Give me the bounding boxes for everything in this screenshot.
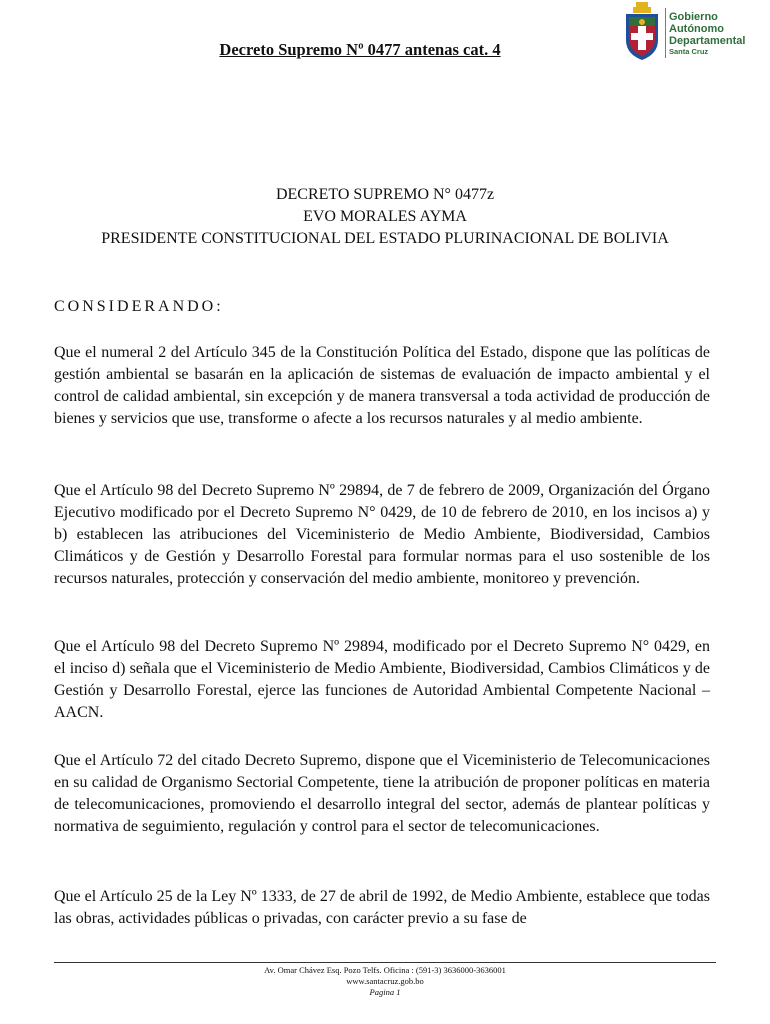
page-number: Pagina 1 xyxy=(369,987,401,997)
decree-heading xyxy=(0,184,770,250)
paragraph-2: Que el Artículo 98 del Decreto Supremo Nº 29894, de 7 de febrero de 2009, Organización del Órgano Ejecutivo modificado por el Decreto Supremo N° 0429, de 10 de febrero de 2010, en los incisos a) y b) establecen las atribuciones del Viceministerio de Medio Ambiente, Biodiversidad, Cambios Climáticos y de Gestión y Desarrollo Forestal para formular normas para el uso sostenible de los recursos naturales, protección y conservación del medio ambiente, monitoreo y prevención. xyxy=(54,482,710,587)
paragraph-1: Que el numeral 2 del Artículo 345 de la Constitución Política del Estado, dispone que las políticas de gestión ambiental se basarán en la aplicación de sistemas de evaluación de impacto ambiental y el control de calidad ambiental, sin excepción y de manera transversal a toda actividad de producción de bienes y servicios que use, transforme o afecte a los recursos naturales y al medio ambiente. xyxy=(54,344,710,427)
footer-address: Av. Omar Chávez Esq. Pozo Telfs. Oficina : (591-3) 3636000-3636001 xyxy=(264,965,506,975)
president-name: EVO MORALES AYMA xyxy=(303,208,467,225)
government-logo xyxy=(622,2,770,64)
logo-line-1: Gobierno xyxy=(669,11,718,23)
section-title: CONSIDERANDO: xyxy=(54,298,224,315)
logo-divider xyxy=(665,8,666,58)
footer-website: www.santacruz.gob.bo xyxy=(346,976,424,986)
decree-number: DECRETO SUPREMO N° 0477z xyxy=(275,186,495,203)
paragraph-5: Que el Artículo 25 de la Ley Nº 1333, de 27 de abril de 1992, de Medio Ambiente, establece que todas las obras, actividades públicas o privadas, con carácter previo a su fase de xyxy=(54,888,710,927)
coat-of-arms-icon xyxy=(622,2,662,62)
logo-line-2: Autónomo xyxy=(669,23,724,35)
document-header-title: Decreto Supremo Nº 0477 antenas cat. 4 xyxy=(219,40,501,59)
logo-text xyxy=(669,11,745,56)
logo-line-3: Departamental xyxy=(669,35,746,47)
footer-divider xyxy=(54,962,716,963)
president-title: PRESIDENTE CONSTITUCIONAL DEL ESTADO PLURINACIONAL DE BOLIVIA xyxy=(101,230,669,247)
page-footer xyxy=(0,965,770,998)
paragraph-4: Que el Artículo 72 del citado Decreto Supremo, dispone que el Viceministerio de Telecomunicaciones en su calidad de Organismo Sectorial Competente, tiene la atribución de proponer políticas en materia de telecomunicaciones, promoviendo el desarrollo integral del sector, además de plantear políticas y normativa de seguimiento, regulación y control para el sector de telecomunicaciones. xyxy=(54,752,710,835)
paragraph-3: Que el Artículo 98 del Decreto Supremo Nº 29894, modificado por el Decreto Supremo N° 0429, en el inciso d) señala que el Viceministerio de Medio Ambiente, Biodiversidad, Cambios Climáticos y de Gestión y Desarrollo Forestal, ejerce las funciones de Autoridad Ambiental Competente Nacional – AACN. xyxy=(54,638,710,721)
logo-line-4: Santa Cruz xyxy=(669,47,709,56)
